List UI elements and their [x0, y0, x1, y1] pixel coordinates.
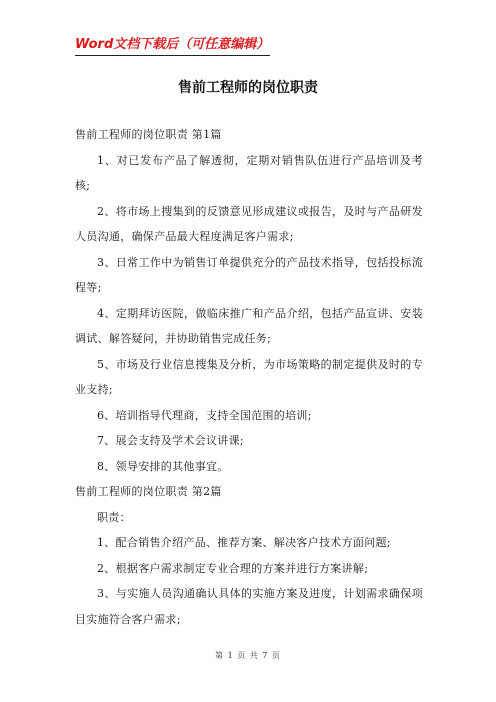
document-body	[75, 122, 423, 632]
document-title: 售前工程师的岗位职责	[178, 80, 318, 96]
page-number: 第 1 页 共 7 页	[215, 651, 281, 660]
banner-text: Word文档下载后（可任意编辑）	[75, 37, 270, 52]
list-item: 8、领导安排的其他事宜。	[97, 459, 229, 473]
list-item: 7、展会支持及学术会议讲课;	[97, 434, 244, 447]
list-item: 3、日常工作中为销售订单提供充分的产品技术指导，包括投标流程等;	[75, 255, 423, 294]
list-item: 1、配合销售介绍产品、推荐方案、解决客户技术方面问题;	[97, 536, 391, 549]
list-item: 2、将市场上搜集到的反馈意见形成建议或报告，及时与产品研发人员沟通，确保产品最大程度满足客户需求;	[75, 204, 423, 243]
list-item: 3、与实施人员沟通确认具体的实施方案及进度，计划需求确保项目实施符合客户需求;	[75, 587, 423, 626]
section-heading-1: 售前工程师的岗位职责 第1篇	[75, 128, 222, 141]
section-heading-2: 售前工程师的岗位职责 第2篇	[75, 485, 222, 498]
list-item: 5、市场及行业信息搜集及分析，为市场策略的制定提供及时的专业支持;	[75, 357, 423, 396]
download-banner	[75, 36, 270, 56]
list-item: 1、对已发布产品了解透彻，定期对销售队伍进行产品培训及考核;	[75, 153, 423, 192]
banner-underline	[75, 55, 270, 56]
list-item: 4、定期拜访医院，做临床推广和产品介绍，包括产品宣讲、安装调试、解答疑问，并协助销售完成任务;	[75, 306, 423, 345]
list-item: 6、培训指导代理商，支持全国范围的培训;	[97, 408, 312, 422]
section-intro: 职责：	[97, 510, 131, 524]
list-item: 2、根据客户需求制定专业合理的方案并进行方案讲解;	[97, 561, 369, 575]
